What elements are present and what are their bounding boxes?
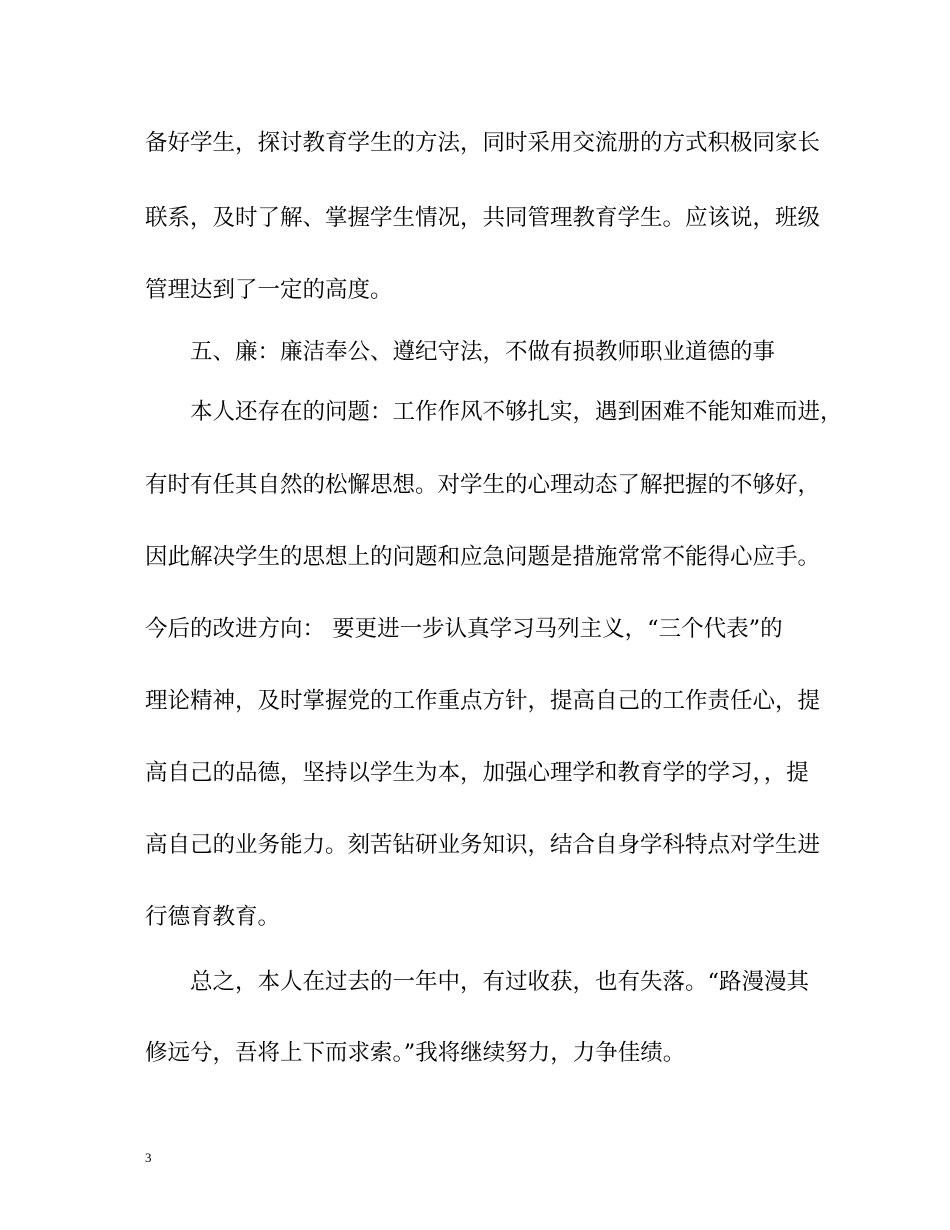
paragraph-line: 今后的改进方向： 要更进一步认真学习马列主义，“三个代表”的 — [145, 616, 783, 642]
paragraph-line: 行德育教育。 — [145, 904, 281, 930]
paragraph-line: 高自己的品德，坚持以学生为本，加强心理学和教育学的学习，，提 — [145, 760, 809, 786]
page-number: 3 — [145, 1150, 152, 1165]
paragraph-line: 修远兮，吾将上下而求索。”我将继续努力，力争佳绩。 — [145, 1040, 686, 1066]
paragraph-line: 高自己的业务能力。刻苦钻研业务知识，结合自身学科特点对学生进 — [145, 832, 821, 858]
section-heading: 五、廉：廉洁奉公、遵纪守法，不做有损教师职业道德的事 — [190, 339, 776, 365]
paragraph-line: 本人还存在的问题：工作作风不够扎实，遇到困难不能知难而进， — [190, 399, 843, 425]
paragraph-line: 有时有任其自然的松懈思想。对学生的心理动态了解把握的不够好， — [145, 472, 821, 498]
paragraph-line: 总之，本人在过去的一年中，有过收获，也有失落。“路漫漫其 — [190, 969, 810, 995]
paragraph-line: 备好学生，探讨教育学生的方法，同时采用交流册的方式积极同家长 — [145, 130, 821, 156]
paragraph-line: 管理达到了一定的高度。 — [145, 277, 393, 303]
paragraph-line: 理论精神，及时掌握党的工作重点方针，提高自己的工作责任心，提 — [145, 688, 821, 714]
paragraph-line: 因此解决学生的思想上的问题和应急问题是措施常常不能得心应手。 — [145, 544, 821, 570]
paragraph-line: 联系，及时了解、掌握学生情况，共同管理教育学生。应该说，班级 — [145, 205, 821, 231]
